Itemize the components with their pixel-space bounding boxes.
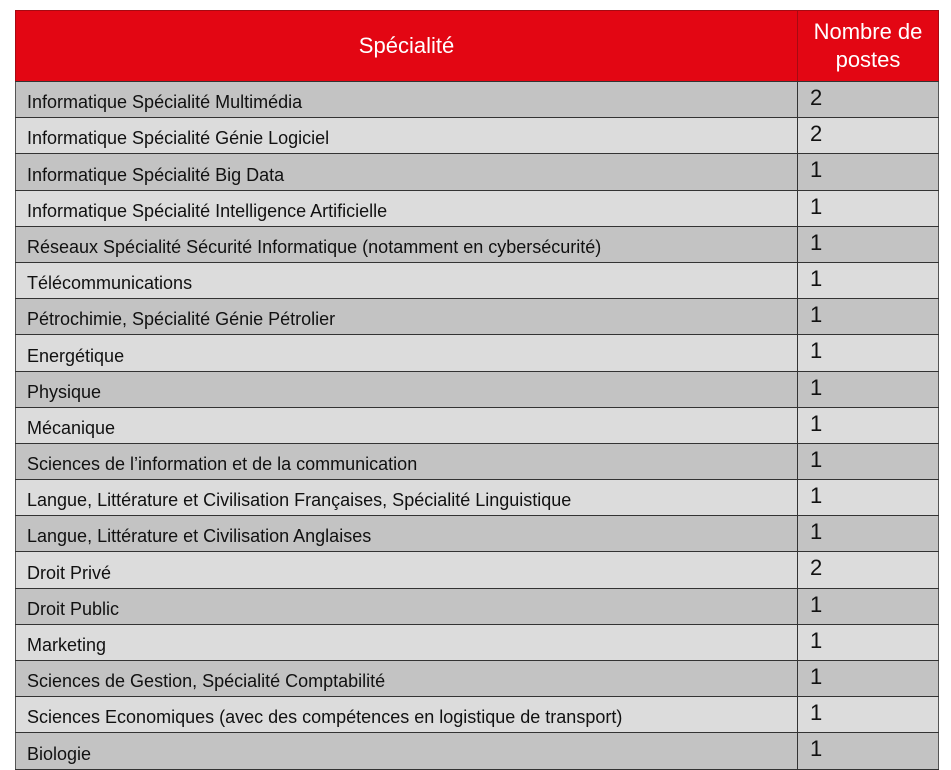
cell-specialite: Informatique Spécialité Génie Logiciel: [16, 118, 798, 154]
cell-nombre-postes: 1: [798, 190, 939, 226]
table-row: [16, 624, 939, 660]
cell-specialite: Droit Privé: [16, 552, 798, 588]
table-row: [16, 697, 939, 733]
cell-specialite: Réseaux Spécialité Sécurité Informatique (notamment en cybersécurité): [16, 226, 798, 262]
cell-specialite: Télécommunications: [16, 262, 798, 298]
cell-nombre-postes: 1: [798, 371, 939, 407]
table-row: [16, 226, 939, 262]
table-row: [16, 661, 939, 697]
table-row: [16, 262, 939, 298]
cell-nombre-postes: 1: [798, 697, 939, 733]
cell-specialite: Energétique: [16, 335, 798, 371]
table-body: [16, 82, 939, 770]
cell-nombre-postes: 1: [798, 443, 939, 479]
cell-specialite: Sciences Economiques (avec des compétences en logistique de transport): [16, 697, 798, 733]
cell-nombre-postes: 1: [798, 154, 939, 190]
cell-specialite: Pétrochimie, Spécialité Génie Pétrolier: [16, 299, 798, 335]
table-row: [16, 190, 939, 226]
positions-table: [15, 10, 939, 770]
table-row: [16, 733, 939, 769]
cell-specialite: Sciences de Gestion, Spécialité Comptabilité: [16, 661, 798, 697]
cell-specialite: Sciences de l’information et de la communication: [16, 443, 798, 479]
table-row: [16, 371, 939, 407]
cell-nombre-postes: 1: [798, 299, 939, 335]
cell-nombre-postes: 2: [798, 118, 939, 154]
table-row: [16, 443, 939, 479]
cell-specialite: Informatique Spécialité Multimédia: [16, 82, 798, 118]
table-row: [16, 82, 939, 118]
cell-specialite: Marketing: [16, 624, 798, 660]
cell-specialite: Physique: [16, 371, 798, 407]
header-nombre-postes: Nombre de postes: [798, 11, 939, 82]
table-row: [16, 118, 939, 154]
cell-specialite: Informatique Spécialité Intelligence Artificielle: [16, 190, 798, 226]
cell-nombre-postes: 1: [798, 733, 939, 769]
cell-specialite: Informatique Spécialité Big Data: [16, 154, 798, 190]
cell-nombre-postes: 1: [798, 407, 939, 443]
table-row: [16, 552, 939, 588]
cell-nombre-postes: 1: [798, 335, 939, 371]
header-row: [16, 11, 939, 82]
table-row: [16, 407, 939, 443]
table-row: [16, 154, 939, 190]
cell-specialite: Langue, Littérature et Civilisation Françaises, Spécialité Linguistique: [16, 480, 798, 516]
table-row: [16, 480, 939, 516]
cell-specialite: Mécanique: [16, 407, 798, 443]
cell-nombre-postes: 1: [798, 480, 939, 516]
cell-specialite: Droit Public: [16, 588, 798, 624]
cell-nombre-postes: 2: [798, 82, 939, 118]
table-row: [16, 516, 939, 552]
cell-nombre-postes: 1: [798, 588, 939, 624]
header-specialite: Spécialité: [16, 11, 798, 82]
cell-nombre-postes: 1: [798, 226, 939, 262]
cell-specialite: Biologie: [16, 733, 798, 769]
cell-nombre-postes: 2: [798, 552, 939, 588]
cell-nombre-postes: 1: [798, 262, 939, 298]
cell-specialite: Langue, Littérature et Civilisation Anglaises: [16, 516, 798, 552]
table-row: [16, 299, 939, 335]
cell-nombre-postes: 1: [798, 661, 939, 697]
table-row: [16, 588, 939, 624]
cell-nombre-postes: 1: [798, 624, 939, 660]
table-row: [16, 335, 939, 371]
cell-nombre-postes: 1: [798, 516, 939, 552]
